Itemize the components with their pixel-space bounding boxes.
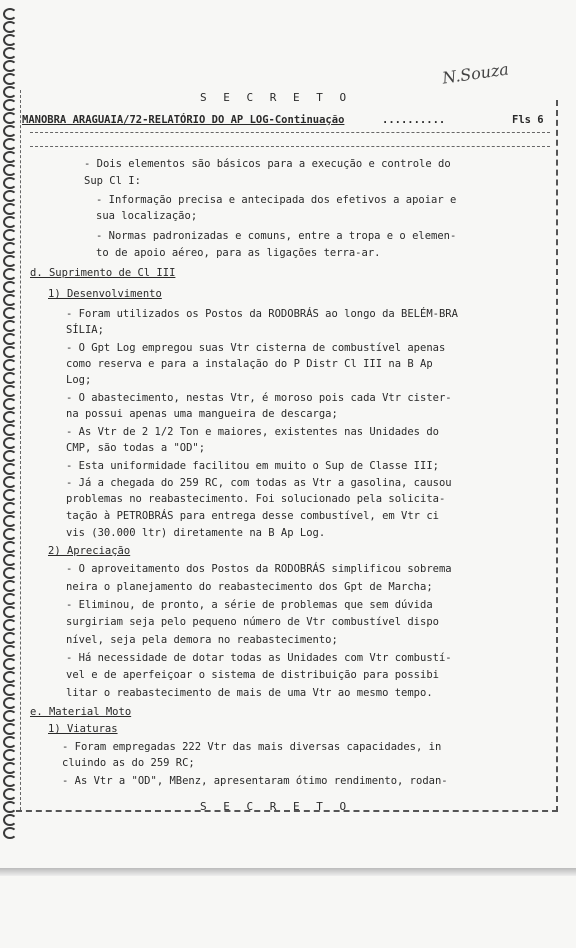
binding-ring [3,255,17,267]
text-line: - As Vtr de 2 1/2 Ton e maiores, existentes nas Unidades do [66,426,439,438]
binding-ring [3,632,17,644]
header-rule-lower [30,146,550,147]
text-line: - Já a chegada do 259 RC, com todas as Vtr a gasolina, causou [66,477,452,489]
binding-ring [3,73,17,85]
text-line: - O Gpt Log empregou suas Vtr cisterna de combustível apenas [66,342,446,354]
header-rule [30,132,550,133]
binding-ring [3,398,17,410]
binding-ring [3,554,17,566]
text-line: Sup Cl I: [84,175,141,187]
text-line: vel e de aperfeiçoar o sistema de distribuição para possibi [66,669,439,681]
text-line: litar o reabastecimento de mais de uma Vtr ao mesmo tempo. [66,687,433,699]
binding-ring [3,775,17,787]
text-line: como reserva e para a instalação do P Distr Cl III na B Ap [66,358,433,370]
title-leader-dots: .......... [382,114,446,126]
subsection-heading: 1) Desenvolvimento [48,288,162,300]
text-line: - O aproveitamento dos Postos da RODOBRÁS simplificou sobrema [66,563,452,575]
binding-ring [3,502,17,514]
binding-ring [3,489,17,501]
binding-ring [3,827,17,839]
binding-ring [3,749,17,761]
binding-ring [3,385,17,397]
binding-ring [3,229,17,241]
binding-ring [3,541,17,553]
page-edge-shadow [0,868,576,876]
binding-ring [3,281,17,293]
text-line: vis (30.000 ltr) diretamente na B Ap Log. [66,527,326,539]
binding-ring [3,372,17,384]
subsection-heading: 1) Viaturas [48,723,118,735]
section-heading: d. Suprimento de Cl III [30,267,176,279]
binding-ring [3,268,17,280]
binding-ring [3,164,17,176]
handwritten-signature: N.Souza [441,59,510,88]
text-line: - Dois elementos são básicos para a execução e controle do [84,158,451,170]
binding-ring [3,463,17,475]
binding-ring [3,21,17,33]
binding-ring [3,307,17,319]
binding-ring [3,138,17,150]
text-line: - As Vtr a "OD", MBenz, apresentaram ótimo rendimento, rodan- [62,775,448,787]
classification-stamp-top: S E C R E T O [200,91,352,104]
text-line: - Foram empregadas 222 Vtr das mais diversas capacidades, in [62,741,442,753]
binding-ring [3,580,17,592]
binding-ring [3,476,17,488]
binding-ring [3,437,17,449]
text-line: to de apoio aéreo, para as ligações terra-ar. [96,247,381,259]
binding-ring [3,190,17,202]
binding-ring [3,762,17,774]
text-line: surgiriam seja pelo pequeno número de Vtr combustível dispo [66,616,439,628]
text-line: sua localização; [96,210,198,222]
document-title: MANOBRA ARAGUAIA/72-RELATÓRIO DO AP LOG-Continuação [22,114,345,126]
text-line: - Esta uniformidade facilitou em muito o Sup de Classe III; [66,460,439,472]
text-line: Log; [66,374,92,386]
binding-ring [3,593,17,605]
binding-ring [3,203,17,215]
subsection-heading: 2) Apreciação [48,545,131,557]
binding-ring [3,567,17,579]
binding-ring [3,47,17,59]
binding-ring [3,450,17,462]
text-line: cluindo as do 259 RC; [62,757,195,769]
page-number: Fls 6 [512,114,544,126]
binding-ring [3,216,17,228]
binding-ring [3,606,17,618]
binding-ring [3,112,17,124]
text-line: nível, seja pela demora no reabastecimento; [66,634,338,646]
section-heading: e. Material Moto [30,706,132,718]
text-line: - Informação precisa e antecipada dos efetivos a apoiar e [96,194,457,206]
text-line: - O abastecimento, nestas Vtr, é moroso pois cada Vtr cister- [66,392,452,404]
binding-ring [3,125,17,137]
binding-ring [3,346,17,358]
binding-ring [3,60,17,72]
binding-ring [3,86,17,98]
binding-ring [3,645,17,657]
binding-ring [3,736,17,748]
binding-ring [3,671,17,683]
binding-ring [3,684,17,696]
binding-ring [3,658,17,670]
binding-ring [3,411,17,423]
binding-ring [3,333,17,345]
text-line: - Eliminou, de pronto, a série de problemas que sem dúvida [66,599,433,611]
binding-ring [3,177,17,189]
binding-ring [3,294,17,306]
binding-ring [3,359,17,371]
binding-ring [3,723,17,735]
binding-ring [3,151,17,163]
binding-ring [3,801,17,813]
text-line: - Normas padronizadas e comuns, entre a tropa e o elemen- [96,230,457,242]
classification-stamp-bottom: S E C R E T O [200,800,352,813]
binding-ring [3,424,17,436]
text-line: na possui apenas uma mangueira de descarga; [66,408,338,420]
binding-ring [3,34,17,46]
text-line: tação à PETROBRÁS para entrega desse combustível, em Vtr ci [66,510,439,522]
binding-ring [3,515,17,527]
binding-ring [3,528,17,540]
text-line: problemas no reabastecimento. Foi solucionado pela solicita- [66,493,446,505]
text-line: SÍLIA; [66,324,104,336]
binding-ring [3,242,17,254]
binding-ring [3,788,17,800]
text-line: - Há necessidade de dotar todas as Unidades com Vtr combustí- [66,652,452,664]
text-line: neira o planejamento do reabastecimento dos Gpt de Marcha; [66,581,433,593]
binding-ring [3,99,17,111]
binding-ring [3,710,17,722]
binding-ring [3,697,17,709]
text-line: - Foram utilizados os Postos da RODOBRÁS ao longo da BELÉM-BRA [66,308,458,320]
text-line: CMP, são todas a "OD"; [66,442,206,454]
binding-ring [3,320,17,332]
binding-ring [3,619,17,631]
binding-ring [3,8,17,20]
binding-ring [3,814,17,826]
